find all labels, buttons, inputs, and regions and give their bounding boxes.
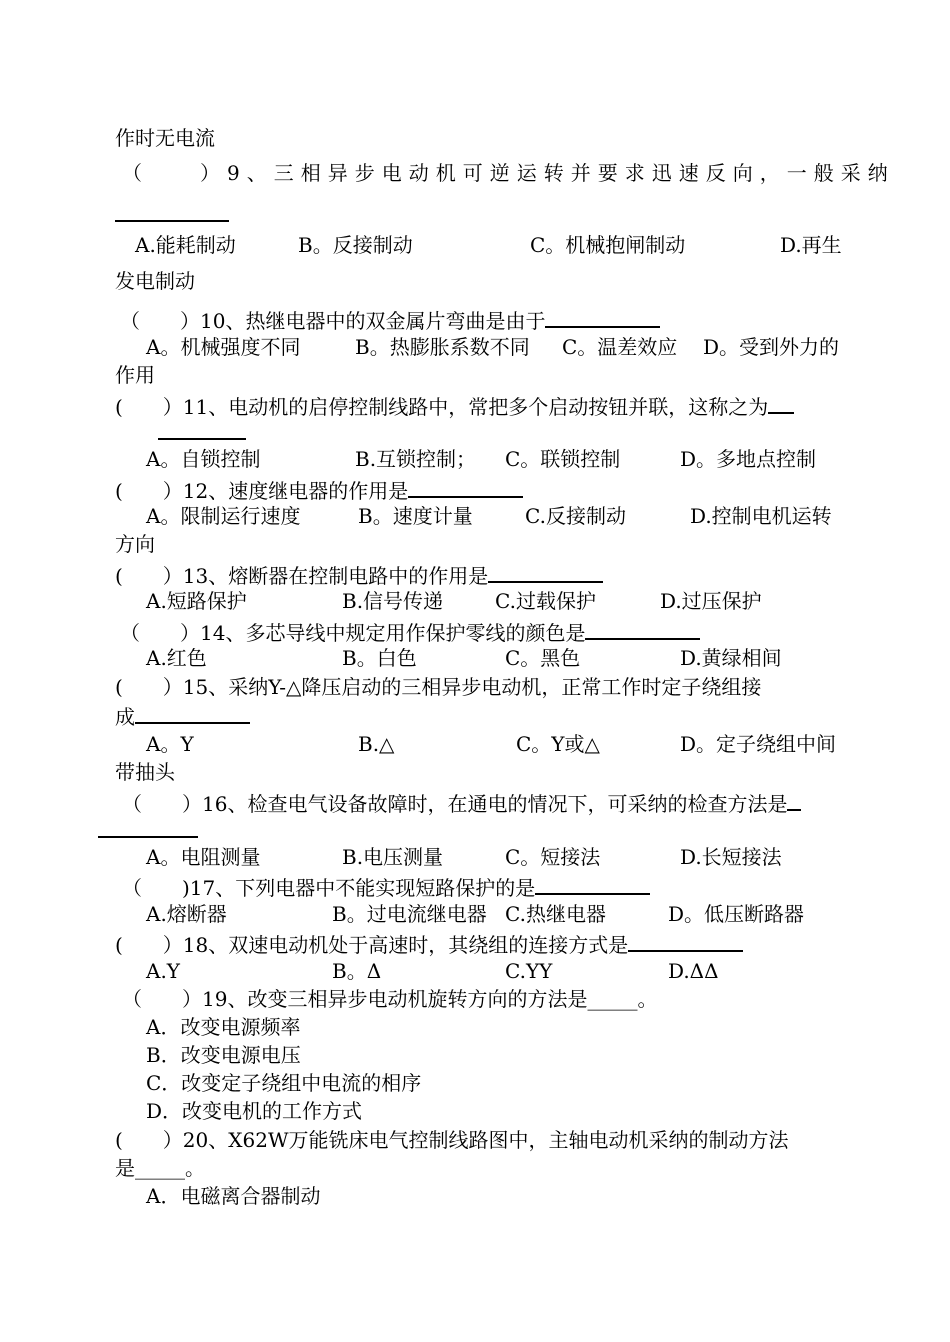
option-d: D.长短接法 (680, 845, 782, 869)
option-d: D。受到外力的 (703, 335, 840, 359)
option-b: B.信号传递 (342, 589, 444, 613)
question-text: ( ）11、电动机的启停控制线路中，常把多个启动按钮并联，这称之为 (115, 395, 769, 419)
option-d: D。低压断路器 (668, 902, 805, 926)
answer-blank[interactable] (535, 873, 650, 895)
option-a: A。限制运行速度 (146, 504, 301, 528)
option-b: B.△ (358, 732, 395, 756)
option-a: A.红色 (146, 646, 207, 670)
option-b: B。白色 (342, 646, 417, 670)
option-a: A.能耗制动 (135, 233, 236, 257)
question-18 (115, 930, 743, 956)
question-text: （ ）10、热继电器中的双金属片弯曲是由于 (120, 309, 546, 333)
option-a: A.短路保护 (146, 589, 247, 613)
answer-blank-cont[interactable] (158, 418, 246, 444)
answer-blank[interactable] (768, 392, 794, 414)
answer-blank[interactable] (628, 930, 743, 952)
question-text: （ ）14、多芯导线中规定用作保护零线的颜色是 (120, 621, 586, 645)
option-b: B。热膨胀系数不同 (355, 335, 530, 359)
option-a: A。机械强度不同 (146, 335, 301, 359)
question-15: ( ）15、采纳Y-△降压启动的三相异步电动机，正常工作时定子绕组接 (115, 675, 762, 699)
question-9-text (200, 160, 895, 186)
text-line: 作用 (115, 363, 155, 387)
question-text: ( ）12、速度继电器的作用是 (115, 479, 409, 503)
option-c: C.反接制动 (525, 504, 626, 528)
question-14 (120, 618, 700, 644)
answer-blank[interactable] (115, 200, 229, 226)
answer-blank[interactable] (585, 618, 700, 640)
answer-blank[interactable] (787, 789, 801, 811)
question-19: （ ）19、改变三相异步电动机旋转方向的方法是_____。 (122, 987, 658, 1011)
option-c: C。机械抱闸制动 (530, 233, 686, 257)
answer-blank[interactable] (488, 561, 603, 583)
option-d: D.再生 (780, 233, 842, 257)
text-line: 带抽头 (115, 760, 175, 784)
question-text: ( ）13、熔断器在控制电路中的作用是 (115, 564, 489, 588)
option-c: C.热继电器 (505, 902, 606, 926)
question-12 (115, 476, 523, 502)
question-text: ( ）18、双速电动机处于高速时，其绕组的连接方式是 (115, 933, 629, 957)
question-text: ）9、三相异步电动机可逆运转并要求迅速反向，一般采纳 (200, 161, 895, 185)
option-d: D。定子绕组中间 (680, 732, 837, 756)
question-text: 成 (115, 705, 135, 729)
option-d: D．改变电机的工作方式 (146, 1099, 363, 1123)
option-d: D.黄绿相间 (680, 646, 782, 670)
text-line: 作时无电流 (115, 126, 215, 150)
question-17 (122, 873, 650, 899)
option-d: D.控制电机运转 (690, 504, 832, 528)
option-a: A。电阻测量 (146, 845, 261, 869)
option-c: C.YY (505, 959, 553, 983)
option-b: B。Δ (332, 959, 382, 983)
option-c: C。Y或△ (516, 732, 600, 756)
question-10 (120, 306, 660, 332)
answer-blank[interactable] (408, 476, 523, 498)
question-20: ( ）20、X62W万能铣床电气控制线路图中，主轴电动机采纳的制动方法 (115, 1128, 789, 1152)
question-11 (115, 392, 794, 418)
question-20-cont: 是_____。 (115, 1156, 205, 1180)
answer-blank[interactable] (135, 702, 250, 724)
option-c: C.过载保护 (495, 589, 596, 613)
option-a: A.熔断器 (146, 902, 227, 926)
option-d: D.ΔΔ (668, 959, 719, 983)
option-b: B.电压测量 (342, 845, 444, 869)
option-a: A.Y (146, 959, 181, 983)
option-a: A．改变电源频率 (146, 1015, 301, 1039)
option-b: B。速度计量 (358, 504, 473, 528)
option-b: B．改变电源电压 (146, 1043, 301, 1067)
answer-blank[interactable] (545, 306, 660, 328)
option-c: C．改变定子绕组中电流的相序 (146, 1071, 422, 1095)
question-13 (115, 561, 603, 587)
option-d: D.过压保护 (660, 589, 762, 613)
answer-blank-cont[interactable] (98, 816, 198, 842)
option-c: C。黑色 (505, 646, 581, 670)
option-c: C。温差效应 (562, 335, 678, 359)
question-16 (122, 789, 801, 815)
option-d: D。多地点控制 (680, 447, 817, 471)
option-a: A。Y (146, 732, 194, 756)
text-line: 发电制动 (115, 269, 195, 293)
option-b: B.互锁控制； (355, 447, 477, 471)
option-a: A。自锁控制 (146, 447, 261, 471)
question-text: （ )17、下列电器中不能实现短路保护的是 (122, 876, 536, 900)
option-b: B。过电流继电器 (332, 902, 487, 926)
option-c: C。短接法 (505, 845, 601, 869)
question-text: （ ）16、检查电气设备故障时，在通电的情况下，可采纳的检查方法是 (122, 792, 788, 816)
option-b: B。反接制动 (298, 233, 413, 257)
text-line: 方向 (115, 532, 155, 556)
option-c: C。联锁控制 (505, 447, 621, 471)
option-a: A．电磁离合器制动 (146, 1184, 321, 1208)
question-paren: （ (122, 161, 142, 185)
question-15-cont (115, 702, 250, 728)
